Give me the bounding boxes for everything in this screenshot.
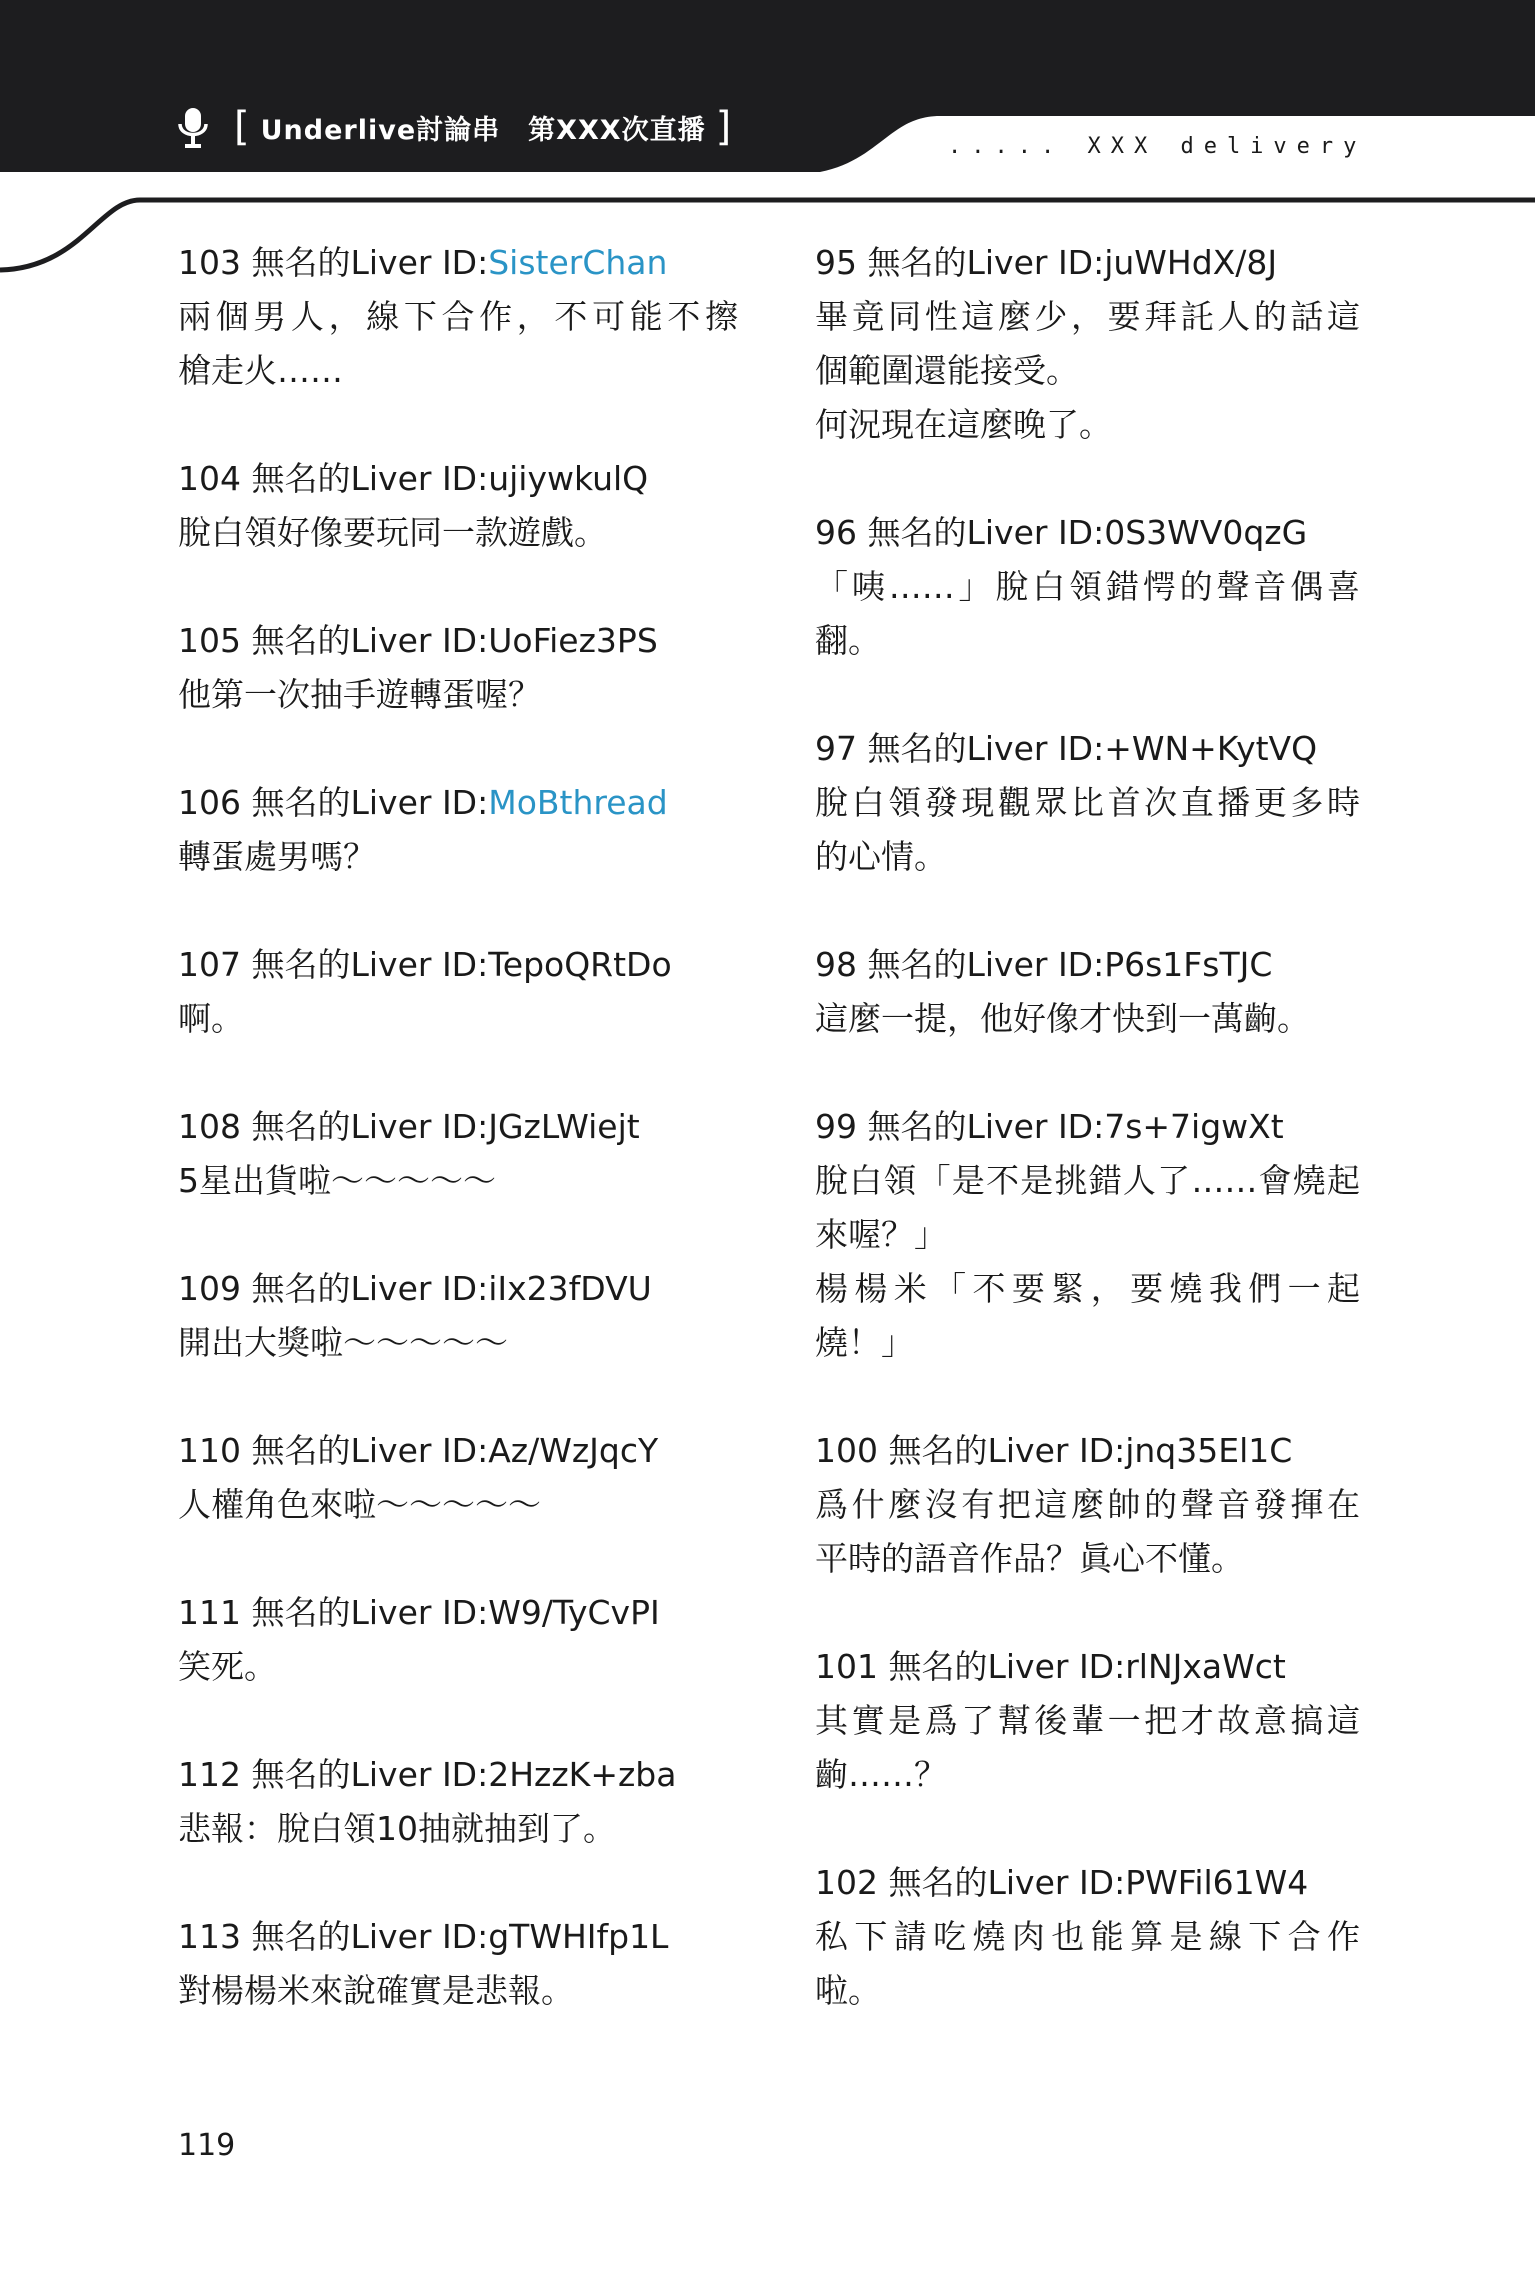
post-number: 96 bbox=[815, 513, 857, 552]
post-body-line: 槍走火…… bbox=[178, 351, 343, 390]
page-number: 119 bbox=[178, 2128, 236, 2163]
poster-id: jnq35El1C bbox=[1125, 1431, 1293, 1470]
poster-id: iIx23fDVU bbox=[488, 1269, 652, 1308]
post-entry bbox=[815, 236, 1360, 452]
post-header bbox=[815, 722, 1360, 776]
poster-label: 無名的Liver ID: bbox=[251, 621, 489, 660]
post-body-line: 的心情。 bbox=[815, 837, 947, 876]
post-number: 111 bbox=[178, 1593, 241, 1632]
post-number: 97 bbox=[815, 729, 857, 768]
post-body-line: 來喔？」 bbox=[815, 1215, 947, 1254]
post-entry bbox=[178, 236, 738, 398]
post-body-line: 脫白領「是不是挑錯人了……會燒起 bbox=[815, 1161, 1360, 1200]
post-entry bbox=[178, 776, 738, 884]
post-number: 102 bbox=[815, 1863, 878, 1902]
post-number: 108 bbox=[178, 1107, 241, 1146]
post-number: 110 bbox=[178, 1431, 241, 1470]
post-number: 101 bbox=[815, 1647, 878, 1686]
post-entry bbox=[815, 1100, 1360, 1370]
poster-id: MoBthread bbox=[488, 783, 668, 822]
running-header bbox=[224, 104, 742, 150]
post-header bbox=[815, 1640, 1360, 1694]
post-number: 103 bbox=[178, 243, 241, 282]
poster-label: 無名的Liver ID: bbox=[251, 1917, 489, 1956]
post-body-line: 私下請吃燒肉也能算是線下合作 bbox=[815, 1917, 1360, 1956]
post-body-line: 齣……？ bbox=[815, 1755, 947, 1794]
post-body-line: 開出大獎啦〜〜〜〜〜 bbox=[178, 1323, 508, 1362]
post-body-line: 對楊楊米來說確實是悲報。 bbox=[178, 1971, 574, 2010]
post-body-line: 他第一次抽手遊轉蛋喔？ bbox=[178, 675, 541, 714]
post-body-line: 人權角色來啦〜〜〜〜〜 bbox=[178, 1485, 541, 1524]
post-body-line: 啊。 bbox=[178, 999, 244, 1038]
post-body-line: 爲什麼沒有把這麼帥的聲音發揮在 bbox=[815, 1485, 1360, 1524]
poster-label: 無名的Liver ID: bbox=[867, 1107, 1105, 1146]
poster-label: 無名的Liver ID: bbox=[867, 945, 1105, 984]
post-entry bbox=[815, 938, 1360, 1046]
post-entry bbox=[178, 1100, 738, 1208]
poster-id: TepoQRtDo bbox=[488, 945, 672, 984]
post-header bbox=[178, 776, 738, 830]
poster-label: 無名的Liver ID: bbox=[251, 783, 489, 822]
poster-label: 無名的Liver ID: bbox=[888, 1647, 1126, 1686]
post-header bbox=[178, 452, 738, 506]
post-header bbox=[815, 1100, 1360, 1154]
poster-label: 無名的Liver ID: bbox=[251, 1107, 489, 1146]
right-column bbox=[815, 236, 1360, 2072]
post-entry bbox=[178, 614, 738, 722]
post-entry bbox=[178, 1586, 738, 1694]
post-entry bbox=[178, 452, 738, 560]
post-header bbox=[178, 1748, 738, 1802]
post-entry bbox=[815, 722, 1360, 884]
tagline: ..... XXX delivery bbox=[948, 134, 1367, 159]
post-header bbox=[178, 1100, 738, 1154]
post-header bbox=[815, 1856, 1360, 1910]
post-entry bbox=[178, 1910, 738, 2018]
poster-label: 無名的Liver ID: bbox=[888, 1431, 1126, 1470]
poster-label: 無名的Liver ID: bbox=[867, 243, 1105, 282]
post-number: 99 bbox=[815, 1107, 857, 1146]
poster-id: rlNJxaWct bbox=[1125, 1647, 1286, 1686]
post-header bbox=[178, 938, 738, 992]
post-body-line: 楊楊米「不要緊，要燒我們一起 bbox=[815, 1269, 1360, 1308]
poster-label: 無名的Liver ID: bbox=[867, 513, 1105, 552]
post-number: 104 bbox=[178, 459, 241, 498]
post-number: 112 bbox=[178, 1755, 241, 1794]
post-entry bbox=[815, 506, 1360, 668]
post-entry bbox=[178, 1262, 738, 1370]
post-header bbox=[815, 938, 1360, 992]
poster-id: Az/WzJqcY bbox=[488, 1431, 659, 1470]
poster-id: +WN+KytVQ bbox=[1104, 729, 1318, 768]
poster-id: W9/TyCvPI bbox=[488, 1593, 660, 1632]
post-header bbox=[815, 236, 1360, 290]
bracket-open: [ bbox=[234, 104, 251, 150]
post-number: 106 bbox=[178, 783, 241, 822]
post-header bbox=[815, 1424, 1360, 1478]
bracket-close: ] bbox=[715, 104, 733, 150]
poster-id: SisterChan bbox=[488, 243, 668, 282]
post-header bbox=[178, 236, 738, 290]
post-body-line: 5星出貨啦〜〜〜〜〜 bbox=[178, 1161, 496, 1200]
post-body-line: 這麼一提，他好像才快到一萬齣。 bbox=[815, 999, 1310, 1038]
poster-label: 無名的Liver ID: bbox=[251, 1593, 489, 1632]
post-number: 109 bbox=[178, 1269, 241, 1308]
post-header bbox=[178, 1586, 738, 1640]
episode-label: 第XXX次直播 bbox=[528, 114, 706, 146]
microphone-icon bbox=[176, 106, 210, 150]
post-header bbox=[178, 614, 738, 668]
post-body-line: 燒！」 bbox=[815, 1323, 914, 1362]
poster-id: 2HzzK+zba bbox=[488, 1755, 677, 1794]
poster-label: 無名的Liver ID: bbox=[251, 459, 489, 498]
post-body-line: 個範圍還能接受。 bbox=[815, 351, 1079, 390]
poster-label: 無名的Liver ID: bbox=[251, 243, 489, 282]
post-body-line: 脫白領發現觀眾比首次直播更多時 bbox=[815, 783, 1360, 822]
post-entry bbox=[815, 1856, 1360, 2018]
post-header bbox=[178, 1262, 738, 1316]
post-body-line: 畢竟同性這麼少，要拜託人的話這 bbox=[815, 297, 1360, 336]
post-number: 105 bbox=[178, 621, 241, 660]
post-header bbox=[178, 1424, 738, 1478]
post-header bbox=[178, 1910, 738, 1964]
post-body-line: 笑死。 bbox=[178, 1647, 277, 1686]
poster-id: 7s+7igwXt bbox=[1104, 1107, 1284, 1146]
left-column bbox=[178, 236, 738, 2072]
poster-label: 無名的Liver ID: bbox=[867, 729, 1105, 768]
poster-id: juWHdX/8J bbox=[1104, 243, 1278, 282]
poster-id: P6s1FsTJC bbox=[1104, 945, 1273, 984]
poster-label: 無名的Liver ID: bbox=[251, 945, 489, 984]
post-number: 113 bbox=[178, 1917, 241, 1956]
post-body-line: 何況現在這麼晚了。 bbox=[815, 405, 1112, 444]
poster-id: ujiywkulQ bbox=[488, 459, 649, 498]
post-body-line: 啦。 bbox=[815, 1971, 881, 2010]
poster-id: UoFiez3PS bbox=[488, 621, 658, 660]
post-body-line: 翻。 bbox=[815, 621, 881, 660]
poster-id: 0S3WV0qzG bbox=[1104, 513, 1308, 552]
poster-label: 無名的Liver ID: bbox=[888, 1863, 1126, 1902]
post-body-line: 「咦……」脫白領錯愕的聲音偶喜 bbox=[815, 567, 1360, 606]
poster-id: PWFil61W4 bbox=[1125, 1863, 1309, 1902]
post-number: 98 bbox=[815, 945, 857, 984]
post-body-line: 脫白領好像要玩同一款遊戲。 bbox=[178, 513, 607, 552]
post-entry bbox=[815, 1640, 1360, 1802]
post-number: 95 bbox=[815, 243, 857, 282]
post-header bbox=[815, 506, 1360, 560]
poster-label: 無名的Liver ID: bbox=[251, 1755, 489, 1794]
poster-label: 無名的Liver ID: bbox=[251, 1269, 489, 1308]
series-title: Underlive討論串 bbox=[260, 114, 501, 146]
post-body-line: 平時的語音作品？眞心不懂。 bbox=[815, 1539, 1244, 1578]
post-body-line: 其實是爲了幫後輩一把才故意搞這 bbox=[815, 1701, 1360, 1740]
post-entry bbox=[178, 938, 738, 1046]
poster-label: 無名的Liver ID: bbox=[251, 1431, 489, 1470]
poster-id: JGzLWiejt bbox=[488, 1107, 640, 1146]
post-entry bbox=[178, 1424, 738, 1532]
post-entry bbox=[178, 1748, 738, 1856]
post-body-line: 轉蛋處男嗎？ bbox=[178, 837, 376, 876]
post-entry bbox=[815, 1424, 1360, 1586]
post-number: 100 bbox=[815, 1431, 878, 1470]
post-body-line: 悲報：脫白領10抽就抽到了。 bbox=[178, 1809, 616, 1848]
poster-id: gTWHIfp1L bbox=[488, 1917, 669, 1956]
post-body-line: 兩個男人，線下合作，不可能不擦 bbox=[178, 297, 738, 336]
post-number: 107 bbox=[178, 945, 241, 984]
